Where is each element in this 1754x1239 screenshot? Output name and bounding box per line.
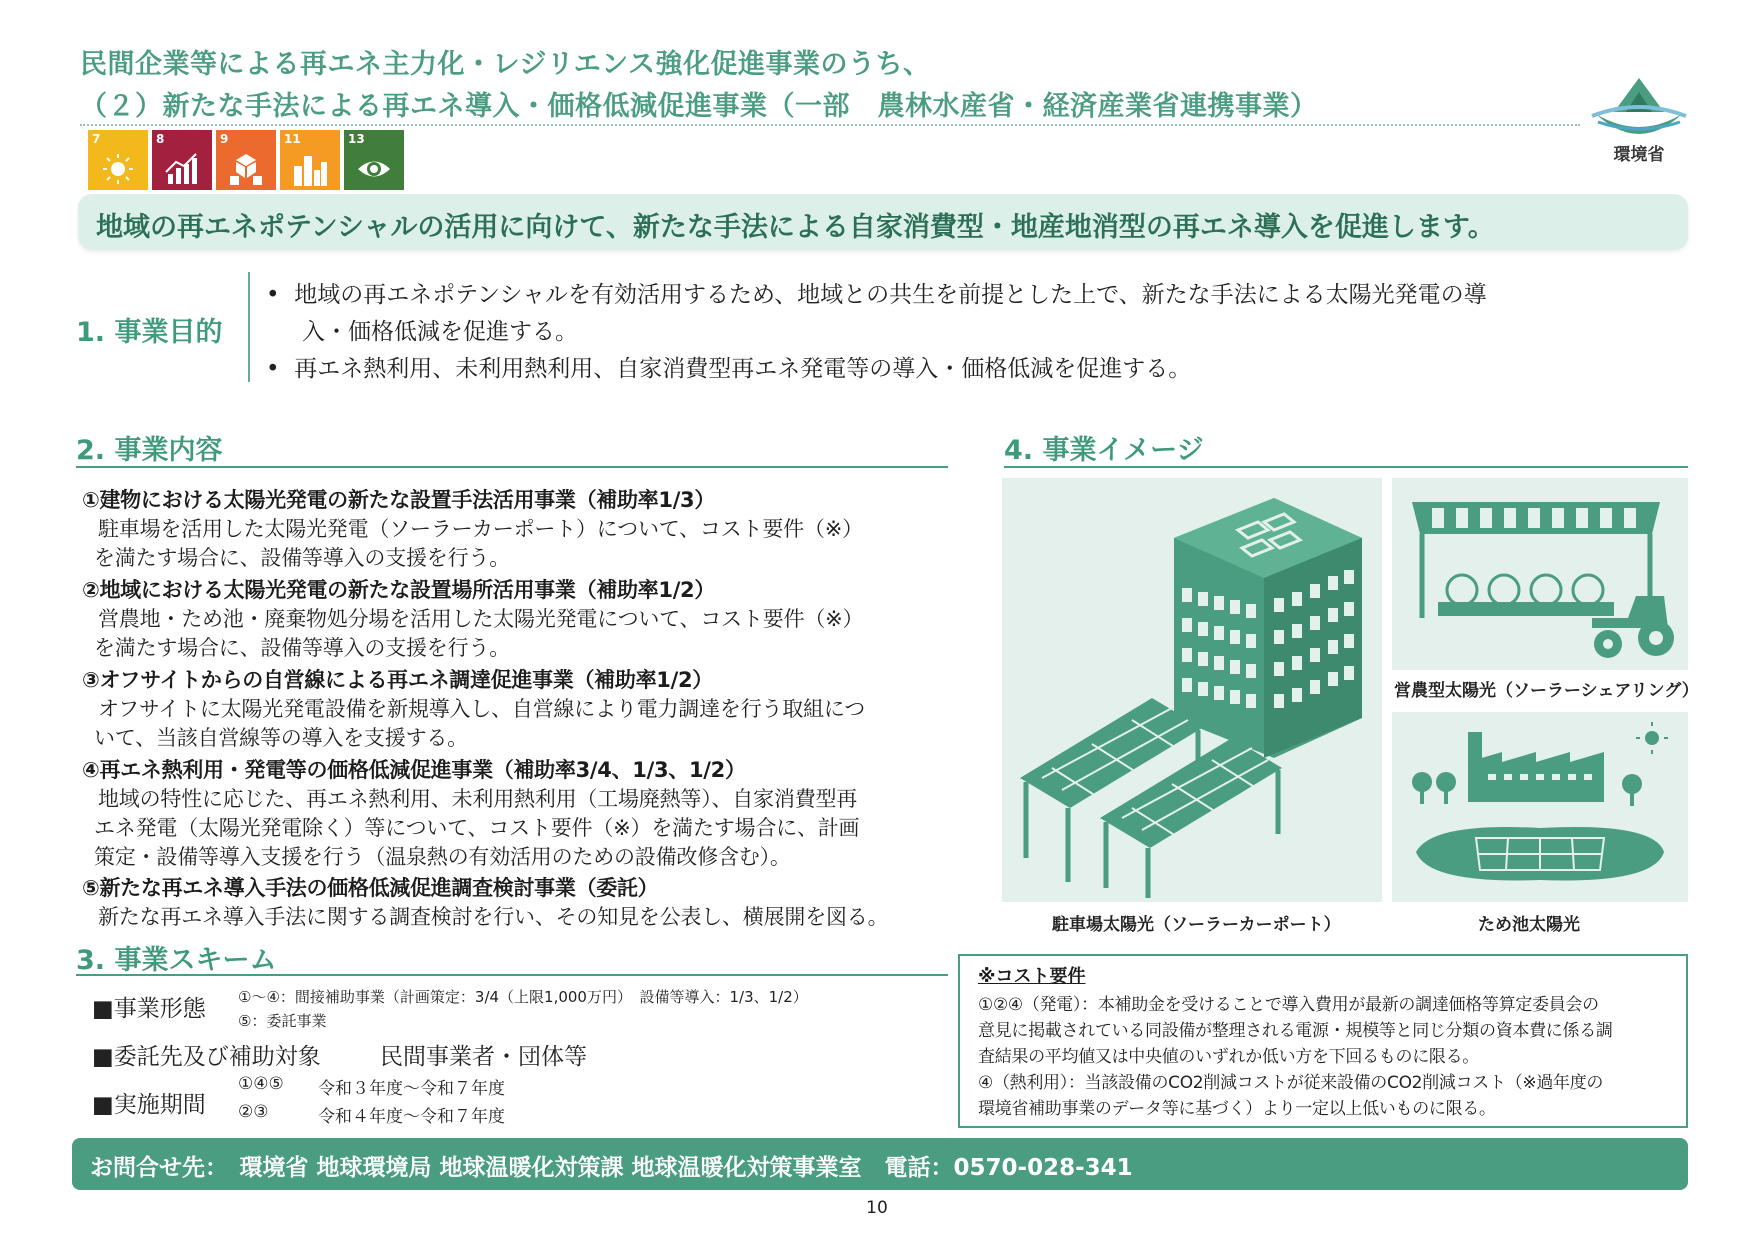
summary-banner — [78, 194, 1688, 250]
summary-banner-text: 地域の再エネポテンシャルの活用に向けて、新たな手法による自家消費型・地産地消型の再エネ導入を促進します。 — [96, 212, 1495, 243]
cost-requirement-line: 意見に掲載されている同設備が整理される電源・規模等と同じ分類の資本費に係る調 — [978, 1021, 1613, 1041]
content-item-4-body: 策定・設備等導入支援を行う（温泉熱の有効活用のための設備改修含む）。 — [94, 845, 791, 869]
section-purpose-heading: 1. 事業目的 — [76, 317, 223, 348]
page-title-line1: 民間企業等による再エネ主力化・レジリエンス強化促進事業のうち、 — [80, 49, 931, 80]
sdg-number: 7 — [92, 132, 101, 146]
scheme-form-line2: ⑤：委託事業 — [238, 1012, 327, 1030]
sdg-number: 11 — [284, 132, 301, 146]
cost-requirement-line: 査結果の平均値又は中央値のいずれか低い方を下回るものに限る。 — [978, 1047, 1479, 1067]
pond-caption: ため池太陽光 — [1478, 915, 1580, 935]
content-item-2-head: ②地域における太陽光発電の新たな設置場所活用事業（補助率1/2） — [82, 578, 716, 602]
content-item-5-head: ⑤新たな再エネ導入手法の価格低減促進調査検討事業（委託） — [82, 876, 659, 900]
content-item-1-body: 駐車場を活用した太陽光発電（ソーラーカーポート）について、コスト要件（※） — [98, 517, 863, 541]
scheme-target-label: ■委託先及び補助対象 — [92, 1044, 321, 1070]
carport-illustration — [1002, 478, 1382, 902]
section-image-heading: 4. 事業イメージ — [1004, 435, 1204, 466]
scheme-period-2-key: ②③ — [238, 1102, 269, 1122]
content-item-2-body: を満たす場合に、設備等導入の支援を行う。 — [94, 636, 510, 660]
content-item-1-body: を満たす場合に、設備等導入の支援を行う。 — [94, 546, 510, 570]
scheme-period-2-val: 令和４年度～令和７年度 — [318, 1107, 505, 1127]
bullet-text: 再エネ熱利用、未利用熱利用、自家消費型再エネ発電等の導入・価格低減を促進する。 — [294, 356, 1192, 382]
contact-text: お問合せ先： 環境省 地球環境局 地球温暖化対策課 地球温暖化対策事業室 電話：0570-028-341 — [90, 1155, 1133, 1181]
section-image-rule — [1004, 466, 1688, 468]
page-title-line2: （２）新たな手法による再エネ導入・価格低減促進事業（一部 農林水産省・経済産業省連携事業） — [80, 91, 1318, 122]
content-item-3-head: ③オフサイトからの自営線による再エネ調達促進事業（補助率1/2） — [82, 668, 713, 692]
section-purpose-divider — [248, 272, 250, 382]
sdg-13-icon — [344, 130, 404, 190]
carport-caption: 駐車場太陽光（ソーラーカーポート） — [1052, 915, 1341, 935]
sdg-number: 8 — [156, 132, 165, 146]
ministry-logo-label: 環境省 — [1613, 145, 1665, 165]
scheme-form-line1: ①～④：間接補助事業（計画策定：3/4（上限1,000万円） 設備等導入：1/3、1/2） — [238, 988, 808, 1006]
content-item-3-body: いて、当該自営線等の導入を支援する。 — [94, 726, 468, 750]
scheme-period-label: ■実施期間 — [92, 1092, 206, 1118]
sdg-number: 9 — [220, 132, 229, 146]
factory-pond-solar-icon — [1392, 712, 1688, 902]
cost-requirement-line: 環境省補助事業のデータ等に基づく）より一定以上低いものに限る。 — [978, 1099, 1496, 1119]
sdg-8-icon — [152, 130, 212, 190]
content-item-4-body: エネ発電（太陽光発電除く）等について、コスト要件（※）を満たす場合に、計画 — [94, 816, 860, 840]
sdg-number: 13 — [348, 132, 365, 146]
title-divider — [80, 124, 1580, 126]
content-item-5-body: 新たな再エネ導入手法に関する調査検討を行い、その知見を公表し、横展開を図る。 — [98, 905, 889, 929]
sdg-7-icon — [88, 130, 148, 190]
section-content-heading: 2. 事業内容 — [76, 435, 223, 466]
solar-sharing-illustration — [1392, 478, 1688, 670]
content-item-3-body: オフサイトに太陽光発電設備を新規導入し、自営線により電力調達を行う取組につ — [98, 697, 866, 721]
sdg-11-icon — [280, 130, 340, 190]
cost-requirements-title: ※コスト要件 — [978, 966, 1086, 987]
contact-bar — [72, 1138, 1688, 1190]
section-content-rule — [76, 466, 948, 468]
page-number: 10 — [866, 1198, 888, 1218]
content-item-2-body: 営農地・ため池・廃棄物処分場を活用した太陽光発電について、コスト要件（※） — [98, 607, 864, 631]
scheme-period-1-key: ①④⑤ — [238, 1074, 284, 1094]
pond-solar-illustration — [1392, 712, 1688, 902]
building-carport-icon — [1002, 478, 1382, 902]
purpose-bullet-1: • 地域の再エネポテンシャルを有効活用するため、地域との共生を前提とした上で、新たな手法による太陽光発電の導 — [266, 282, 1487, 308]
cost-requirements-box — [958, 954, 1688, 1128]
solar-sharing-caption: 営農型太陽光（ソーラーシェアリング） — [1394, 681, 1699, 701]
scheme-target-value: 民間事業者・団体等 — [380, 1044, 587, 1070]
solar-sharing-tractor-icon — [1392, 478, 1688, 670]
section-scheme-heading: 3. 事業スキーム — [76, 945, 277, 976]
cost-requirement-line: ①②④（発電）：本補助金を受けることで導入費用が最新の調達価格等算定委員会の — [978, 995, 1599, 1015]
purpose-bullet-1-cont: 入・価格低減を促進する。 — [302, 319, 578, 345]
bullet-text: 地域の再エネポテンシャルを有効活用するため、地域との共生を前提とした上で、新たな手法による太陽光発電の導 — [294, 282, 1487, 308]
purpose-bullet-2: • 再エネ熱利用、未利用熱利用、自家消費型再エネ発電等の導入・価格低減を促進する。 — [266, 356, 1192, 382]
content-item-4-head: ④再エネ熱利用・発電等の価格低減促進事業（補助率3/4、1/3、1/2） — [82, 758, 746, 782]
content-item-1-head: ①建物における太陽光発電の新たな設置手法活用事業（補助率1/3） — [82, 488, 716, 512]
section-scheme-rule — [76, 974, 948, 976]
cost-requirement-line: ④（熱利用）：当該設備のCO2削減コストが従来設備のCO2削減コスト（※過年度の — [978, 1073, 1604, 1093]
scheme-form-label: ■事業形態 — [92, 996, 206, 1022]
content-item-4-body: 地域の特性に応じた、再エネ熱利用、未利用熱利用（工場廃熱等）、自家消費型再 — [98, 787, 858, 811]
sdg-9-icon — [216, 130, 276, 190]
scheme-period-1-val: 令和３年度～令和７年度 — [318, 1079, 505, 1099]
